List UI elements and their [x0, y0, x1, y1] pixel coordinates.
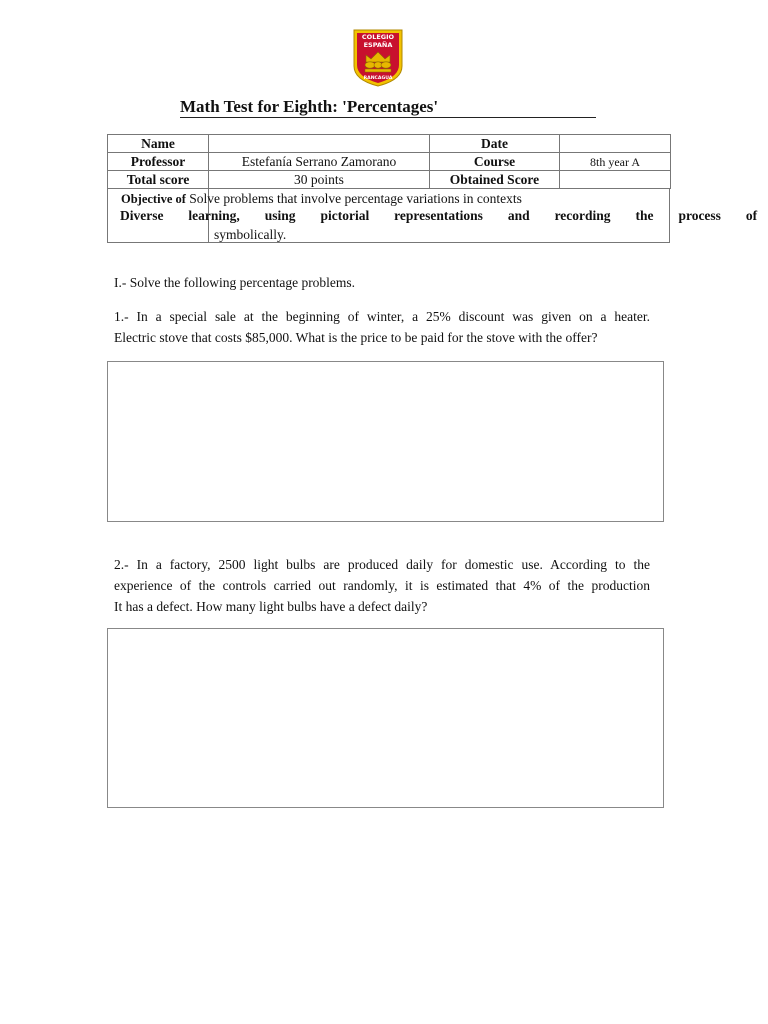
table-row [108, 153, 671, 171]
question-1-line-2: Electric stove that costs $85,000. What is the price to be paid for the stove with the offer? [114, 330, 598, 345]
objective-word: Diverse [120, 208, 164, 223]
objective-label: Objective of [121, 192, 186, 206]
objective-word: pictorial [320, 208, 370, 223]
objective-line-1 [121, 190, 522, 208]
question-2 [114, 554, 650, 617]
objective-word: process [678, 208, 721, 223]
table-row [108, 171, 671, 189]
answer-box-2[interactable] [107, 628, 664, 808]
obtained-score-field[interactable] [560, 171, 671, 189]
objective-line-2 [120, 207, 757, 225]
total-score-label: Total score [108, 171, 209, 189]
objective-word: representations [394, 208, 483, 223]
section-heading: I.- Solve the following percentage problems. [114, 275, 356, 290]
question-2-line-2: experience of the controls carried out randomly, it is estimated that 4% of the production [114, 578, 650, 593]
objective-word: using [264, 208, 296, 223]
course-value: 8th year A [560, 153, 671, 171]
logo-text-2: ESPAÑA [363, 41, 393, 49]
school-logo [352, 28, 404, 88]
question-2-line-3: It has a defect. How many light bulbs have a defect daily? [114, 599, 428, 614]
answer-box-1[interactable] [107, 361, 664, 522]
logo-text-3: RANCAGUA [363, 76, 393, 81]
name-label: Name [108, 135, 209, 153]
date-label: Date [430, 135, 560, 153]
question-2-line-1: 2.- In a factory, 2500 light bulbs are produced daily for domestic use. According to the [114, 557, 650, 572]
total-score-value: 30 points [209, 171, 430, 189]
objective-word: the [635, 208, 654, 223]
logo-text-1: COLEGIO [361, 33, 395, 41]
objective-line-3: symbolically. [214, 227, 287, 242]
date-field[interactable] [560, 135, 671, 153]
question-1 [114, 306, 650, 348]
objective-word: and [507, 208, 530, 223]
table-row [108, 135, 671, 153]
objective-word: recording [554, 208, 611, 223]
info-table [107, 134, 671, 189]
question-1-line-1: 1.- In a special sale at the beginning of winter, a 25% discount was given on a heater. [114, 309, 650, 324]
obtained-score-label: Obtained Score [430, 171, 560, 189]
page-title: Math Test for Eighth: 'Percentages' [180, 96, 596, 118]
professor-label: Professor [108, 153, 209, 171]
course-label: Course [430, 153, 560, 171]
professor-value: Estefanía Serrano Zamorano [209, 153, 430, 171]
objective-word: learning, [188, 208, 240, 223]
objective-word: of [745, 208, 758, 223]
objective-text-1: Solve problems that involve percentage variations in contexts [189, 191, 522, 206]
name-field[interactable] [209, 135, 430, 153]
